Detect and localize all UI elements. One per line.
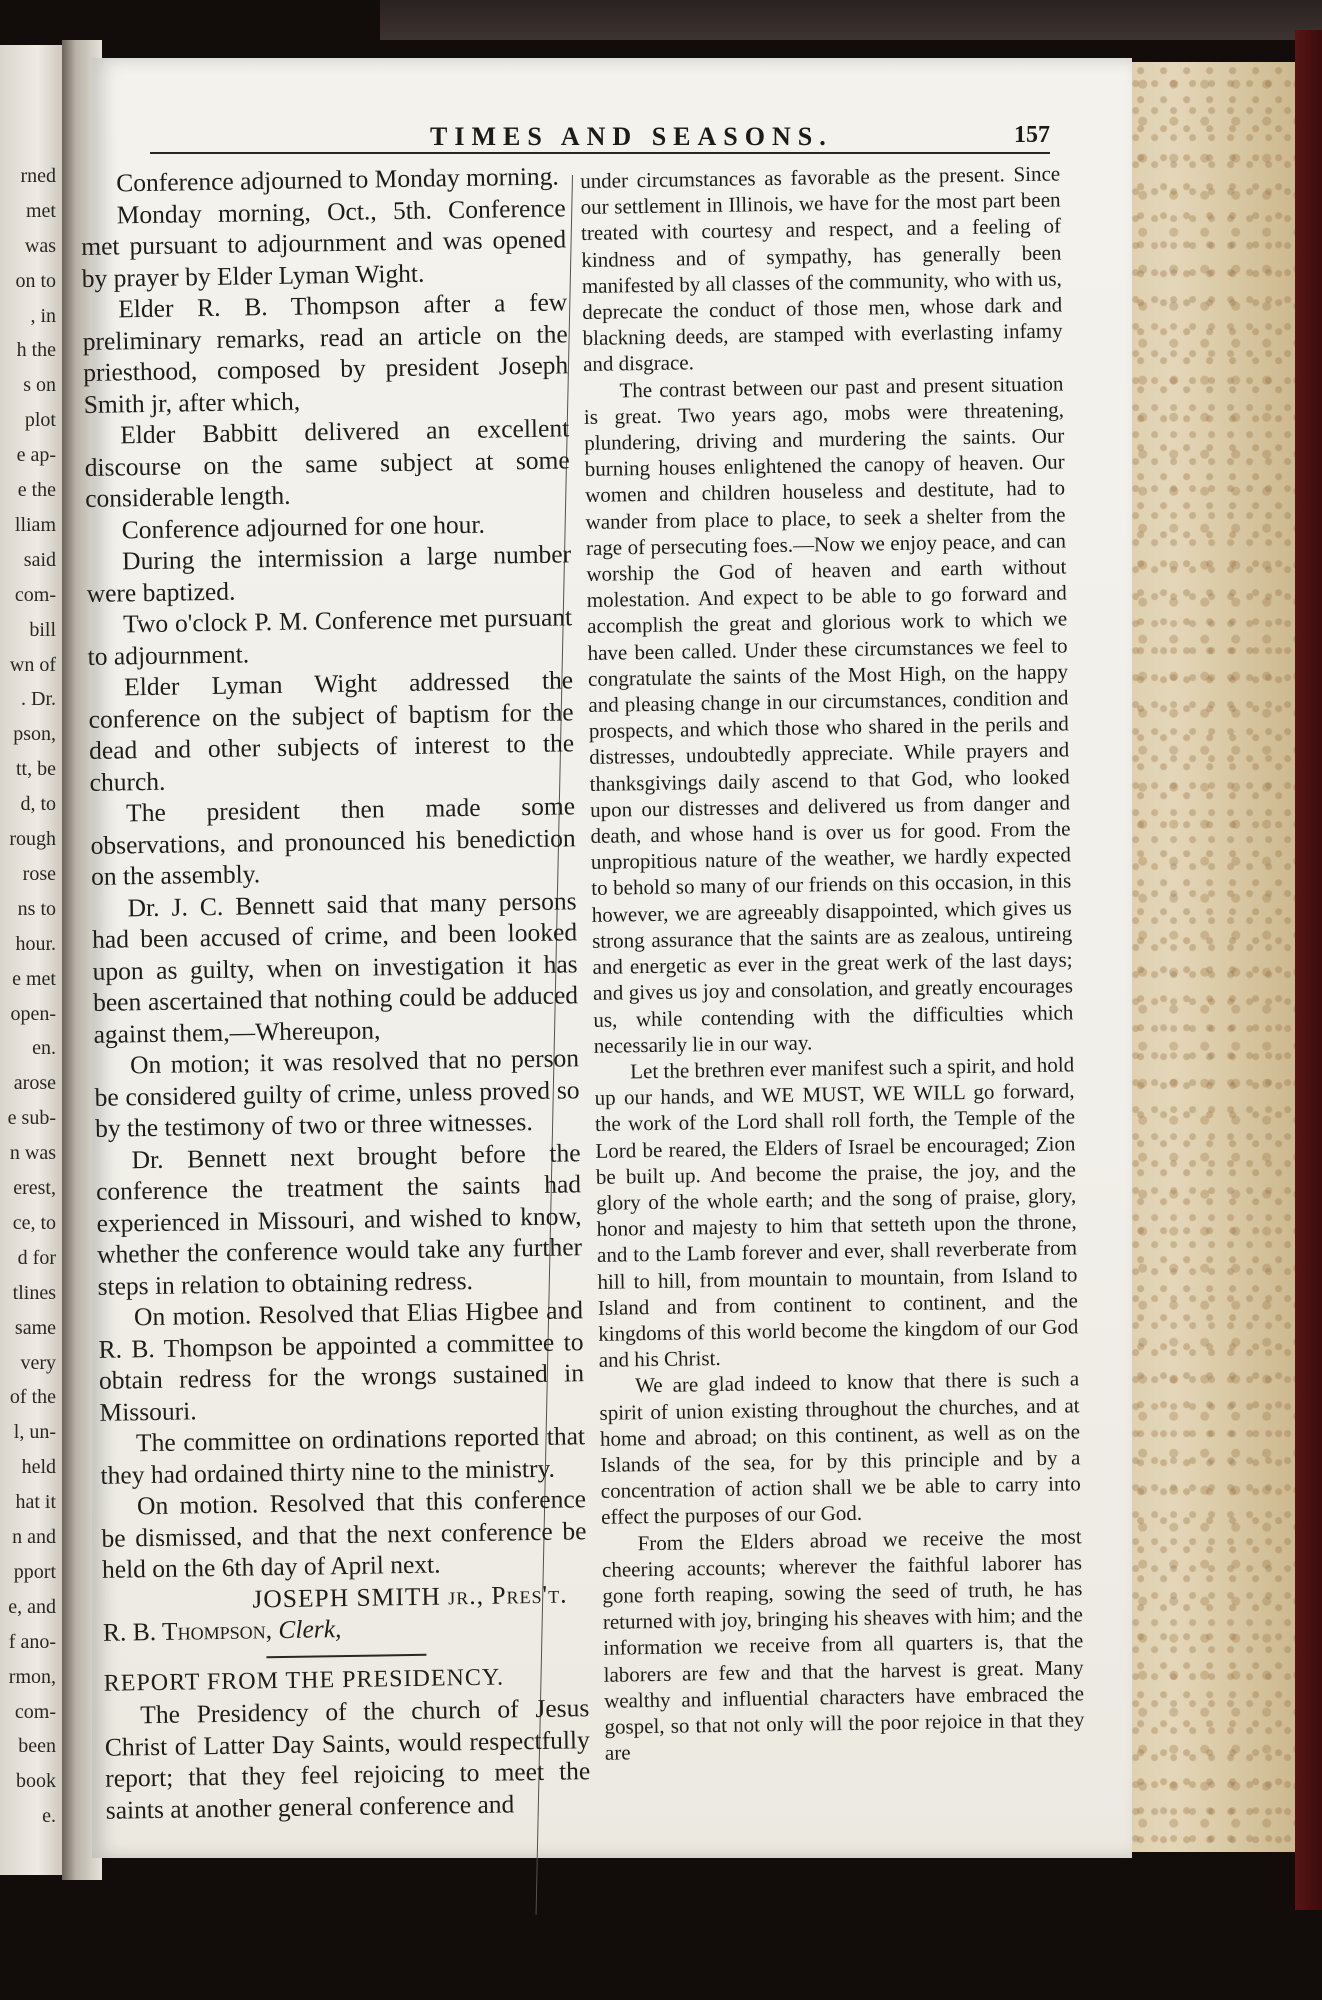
left-page-fragment: , in — [30, 304, 56, 327]
paragraph: The contrast between our past and present situation is great. Two years ago, mobs were threatening, plundering, driving and murdering the saints. Our burning houses enlightened the canopy of heaven. Our women and children houseless and destitute, had to wander from place to place, to seek a shelter from the rage of persecuting foes.—Now we enjoy peace, and can worship the God of heaven and earth without molestation. And expect to be able to go forward and accomplish the great and glorious work to which we have been called. Under these circumstances we feel to congratulate the saints of the Most High, on the happy and pleasing change in our circumstances, condition and prospects, and which those who shared in the perils and distresses, undoubtedly appreciate. While prayers and thanksgivings daily ascend to that God, who looked upon our distresses and delivered us from danger and death, and whose hand is over us for good. From the unpropitious nature of the weather, we hardly expected to behold so many of our friends on this occasion, in this however, we are agreeably disappointed, which gives us strong assurance that the saints are as zealous, untireing and energetic as ever in the great werk of the last days; and gives us joy and consolation, and greatly encourages us, while contending with the difficulties which necessarily lie in our way. — [583, 371, 1074, 1058]
paragraph: Conference adjourned for one hour. — [121, 509, 486, 544]
left-page-fragment: e sub- — [7, 1107, 56, 1130]
left-page-fragment: tt, be — [16, 758, 56, 781]
left-page-fragment: lliam — [14, 513, 56, 536]
paragraph: The president then made some observations, and pronounced his benediction on the assembly. — [90, 791, 576, 891]
left-page-fragment: hat it — [15, 1491, 56, 1514]
page-number: 157 — [1014, 122, 1050, 148]
left-page-fragment: h the — [16, 339, 56, 362]
paragraph: Conference adjourned to Monday morning. — [116, 161, 560, 198]
left-page-fragment: ns to — [17, 897, 56, 920]
left-page-fragment: rmon, — [8, 1665, 56, 1688]
right-column — [580, 160, 1085, 1766]
left-page-fragment: e met — [12, 967, 56, 990]
paragraph: Two o'clock P. M. Conference met pursuant to adjournment. — [87, 602, 573, 671]
left-page-fragment: . Dr. — [21, 688, 56, 711]
paragraph: The committee on ordinations reported that they had ordained thirty nine to the ministry. — [100, 1421, 586, 1490]
left-page-fragment: book — [16, 1770, 56, 1793]
left-page-fragment: met — [26, 199, 56, 222]
left-facing-page — [0, 45, 62, 1875]
running-title: TIMES AND SEASONS. — [430, 122, 833, 151]
left-page-fragment: rned — [20, 165, 56, 187]
book-cover-top — [380, 0, 1322, 40]
left-page-fragment: com- — [14, 583, 56, 606]
clerk-name: R. B. Thompson, — [102, 1615, 273, 1647]
page-header — [150, 122, 1050, 166]
left-page-fragment: e, and — [8, 1595, 56, 1618]
paragraph: The Presidency of the church of Jesus Christ of Latter Day Saints, would respectfully report; that they feel rejoicing to meet the saints at another general conference and — [104, 1693, 591, 1825]
clerk-title: Clerk, — [278, 1614, 342, 1645]
paragraph: From the Elders abroad we receive the most cheering accounts; wherever the faithful laborer has gone forth reaping, sowing the seed of truth, he has returned with joy, bringing his sheaves with him; and the information we receive from all quarters is, that the laborers are few and that the harvest is great. Many wealthy and influential characters have embraced the gospel, so that not only will the poor rejoice in that they are — [601, 1523, 1085, 1765]
left-page-fragment: very — [20, 1351, 56, 1374]
left-page-fragment: held — [21, 1456, 56, 1479]
paragraph: under circumstances as favorable as the present. Since our settlement in Illinois, we have for the most part been treated with courtesy and respect, and a feeling of kindness and of sympathy, has generally been manifested by all classes of the community, who with us, deprecate the conduct of those men, whose dark and blackning deeds, are stamped with everlasting infamy and disgrace. — [580, 161, 1063, 377]
left-page-fragment: n was — [9, 1142, 56, 1165]
left-page-fragment: e ap- — [16, 444, 56, 467]
left-page-fragment: e. — [42, 1805, 56, 1828]
left-page-fragment: of the — [9, 1386, 56, 1409]
left-page-fragment: on to — [15, 269, 56, 292]
left-page-fragment: been — [18, 1735, 56, 1758]
left-page-fragment: l, un- — [13, 1421, 56, 1444]
signature-text: JOSEPH SMITH jr., Pres't. — [252, 1579, 568, 1613]
left-page-fragment: erest, — [13, 1177, 56, 1200]
paragraph: Elder Lyman Wight addressed the conference on the subject of baptism for the dead and other subjects of interest to the church. — [88, 665, 575, 797]
left-page-fragment: arose — [13, 1072, 56, 1095]
left-page-fragment: was — [24, 234, 56, 257]
header-rule — [150, 152, 1050, 154]
left-page-fragment: pport — [13, 1560, 56, 1583]
left-column — [80, 160, 591, 1825]
report-heading: REPORT FROM THE PRESIDENCY. — [103, 1664, 505, 1697]
left-page-fragment: en. — [32, 1037, 56, 1060]
left-page-fragment: ce, to — [12, 1211, 56, 1234]
book-cover-edge — [1295, 30, 1322, 1910]
paragraph: Elder Babbitt delivered an excellent discourse on the same subject at some considerable length. — [84, 413, 570, 513]
left-page-fragment: d for — [17, 1246, 56, 1269]
left-page-fragment: rose — [22, 862, 56, 885]
left-page-fragment: pson, — [13, 723, 56, 746]
paragraph: Dr. Bennett next brought before the conference the treatment the saints had experienced in Missouri, and wished to know, whether the conference would take any further steps in relation to obtaining redress. — [95, 1137, 583, 1301]
paragraph: On motion; it was resolved that no person be considered guilty of crime, unless proved so by the testimony of two or three witnesses. — [94, 1043, 580, 1143]
paragraph: On motion. Resolved that this conference be dismissed, and that the next conference be held on the 6th day of April next. — [101, 1484, 587, 1584]
left-page-fragment: open- — [10, 1002, 56, 1025]
left-page-fragment: d, to — [20, 793, 56, 816]
clerk-line — [103, 1609, 588, 1648]
left-page-fragment: tlines — [12, 1281, 56, 1304]
paragraph: During the intermission a large number were baptized. — [86, 539, 572, 608]
left-page-fragment: said — [23, 548, 56, 571]
paragraph: Dr. J. C. Bennett said that many persons had been accused of crime, and been looked upon as guilty, when on investigation it has been ascertained that nothing could be adduced against them,—Whereupon, — [91, 885, 579, 1049]
left-page-fragment: e the — [17, 479, 56, 502]
left-page-fragment: com- — [14, 1700, 56, 1723]
left-page-fragment: plot — [24, 409, 56, 432]
left-page-fragment: s on — [23, 374, 56, 397]
left-page-fragment: wn of — [9, 653, 56, 676]
paragraph: Elder R. B. Thompson after a few preliminary remarks, read an article on the priesthood, composed by president Joseph Smith jr, after which, — [82, 287, 569, 419]
left-page-fragment: bill — [29, 618, 56, 641]
paragraph: We are glad indeed to know that there is such a spirit of union existing throughout the churches, and at home and abroad; on this continent, as well as on the Islands of the sea, for by this principle and by a concentration of action shall we be able to carry into effect the purposes of our God. — [599, 1366, 1081, 1530]
left-page-fragment: same — [14, 1316, 56, 1339]
paragraph: On motion. Resolved that Elias Higbee and R. B. Thompson be appointed a committee to obtain redress for the wrongs sustained in Missouri. — [98, 1295, 585, 1427]
paragraph: Monday morning, Oct., 5th. Conference met pursuant to adjournment and was opened by prayer by Elder Lyman Wight. — [81, 192, 567, 293]
left-page-fragment: n and — [12, 1526, 56, 1549]
paragraph: Let the brethren ever manifest such a spirit, and hold up our hands, and WE MUST, WE WILL go forward, the work of the Lord shall roll forth, the Temple of the Lord be reared, the Elders of Israel be encouraged; Zion be built up. And become the praise, the joy, and the glory of the whole earth; and the song of praise, glory, honor and majesty to him that setteth upon the throne, and to the Lamb forever and ever, shall reverberate from hill to hill, from mountain to mountain, from Island to Island and from continent to continent, and the kingdoms of this world become the kingdom of our God and his Christ. — [594, 1052, 1079, 1372]
left-page-fragment: f ano- — [8, 1630, 56, 1653]
left-page-fragment: rough — [9, 828, 56, 851]
section-rule — [266, 1653, 426, 1658]
left-page-fragment: hour. — [15, 932, 56, 955]
